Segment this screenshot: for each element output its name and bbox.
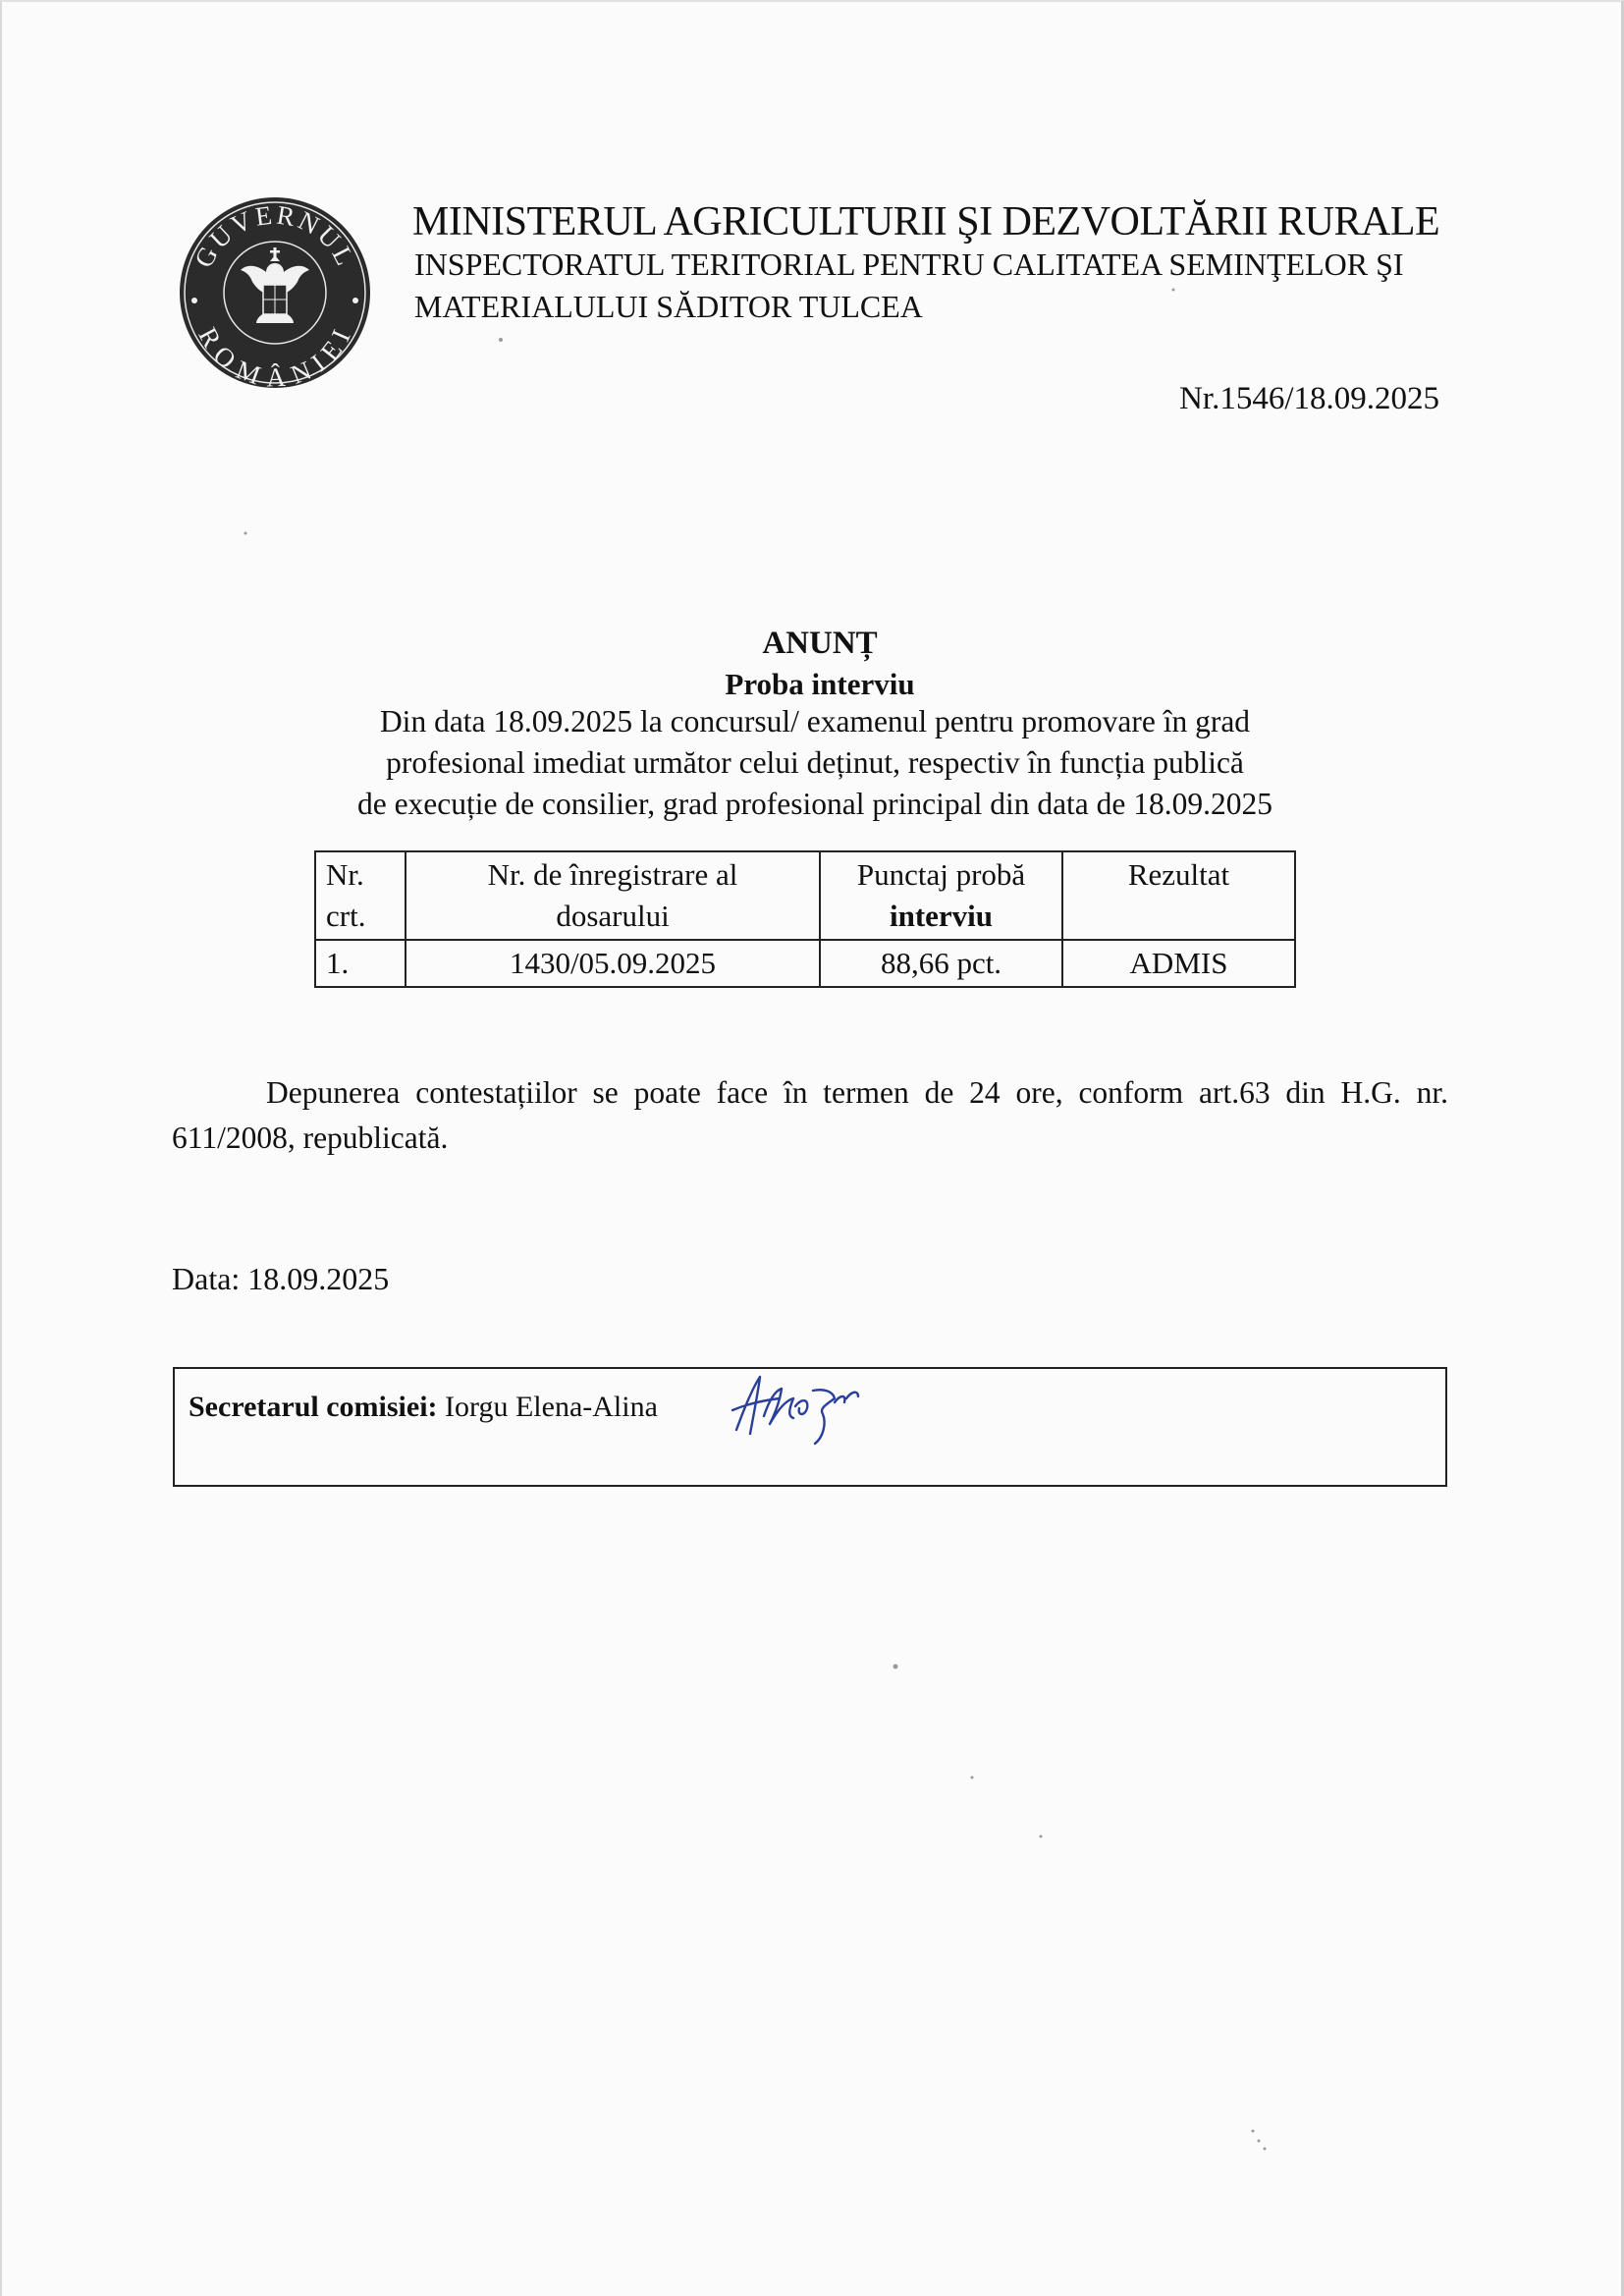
signature-box (173, 1367, 1447, 1487)
header-registration (406, 851, 820, 940)
announcement-intro (255, 701, 1375, 825)
intro-line-1: Din data 18.09.2025 la concursul/ examenul pentru promovare în grad (379, 704, 1251, 738)
secretary-line (189, 1391, 658, 1424)
cell-registration: 1430/05.09.2025 (406, 940, 820, 987)
inspectorate-name-line1: INSPECTORATUL TERITORIAL PENTRU CALITATEA SEMINŢELOR ŞI (414, 246, 1404, 282)
announcement-subtitle: Proba interviu (725, 667, 915, 701)
ministry-name: MINISTERUL AGRICULTURII ŞI DEZVOLTĂRII RURALE (412, 199, 1440, 245)
table-row (315, 940, 1295, 987)
secretary-name: Iorgu Elena-Alina (445, 1391, 658, 1423)
intro-line-2: profesional imediat următor celui deținut, respectiv în funcția publică (386, 745, 1244, 780)
contestation-paragraph: Depunerea contestațiilor se poate face în termen de 24 ore, conform art.63 din H.G. nr. 611/2008, republicată. (172, 1075, 1448, 1155)
header-nr-crt (315, 851, 406, 940)
header-nr-line1: Nr. (326, 857, 364, 892)
cell-score: 88,66 pct. (820, 940, 1062, 987)
intro-line-3: de execuție de consilier, grad profesional principal din data de 18.09.2025 (356, 787, 1273, 821)
cell-result: ADMIS (1062, 940, 1295, 987)
header-score (820, 851, 1062, 940)
header-result-label: Rezultat (1127, 857, 1230, 892)
header-reg-line1: Nr. de înregistrare al (487, 857, 738, 892)
cell-nr: 1. (315, 940, 406, 987)
header-reg-line2: dosarului (556, 899, 670, 933)
header-pts-line1: Punctaj probă (856, 857, 1026, 892)
crest-text-bottom: ROMÂNIEI (192, 322, 357, 391)
date-line: Data: 18.09.2025 (172, 1261, 390, 1296)
header-result (1062, 851, 1295, 940)
table-header-row (315, 851, 1295, 940)
header-pts-line2: interviu (889, 899, 994, 933)
document-number: Nr.1546/18.09.2025 (1179, 381, 1439, 416)
results-table (314, 850, 1296, 988)
secretary-label: Secretarul comisiei: (189, 1391, 438, 1423)
crest-text-top: GUVERNUL (188, 199, 362, 273)
inspectorate-name-line2: MATERIALULUI SĂDITOR TULCEA (414, 289, 923, 324)
government-crest-icon (177, 194, 373, 391)
header-nr-line2: crt. (326, 899, 366, 933)
announcement-title: ANUNȚ (762, 626, 878, 661)
handwritten-signature-icon (725, 1369, 882, 1448)
